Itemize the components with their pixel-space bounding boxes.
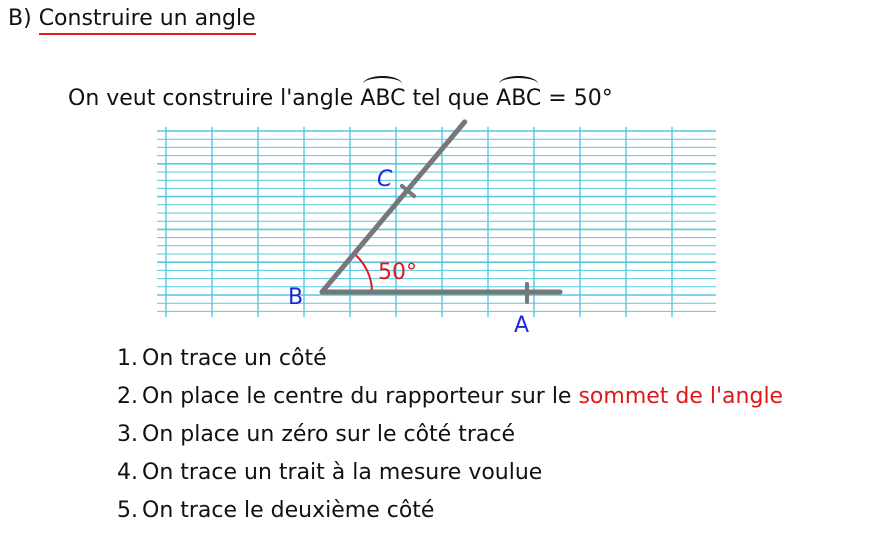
- vertex-label-b: B: [288, 285, 304, 310]
- intro-middle: tel que: [405, 86, 497, 111]
- section-title-text: Construire un angle: [39, 6, 256, 35]
- highlighted-term: sommet de l'angle: [578, 384, 784, 409]
- angle-measure-label: 50°: [378, 260, 417, 285]
- point-label-c: C: [377, 167, 393, 192]
- steps-list: [117, 340, 783, 530]
- intro-before: On veut construire l'angle: [68, 86, 361, 111]
- step-item: 5. On trace le deuxième côté: [117, 498, 435, 523]
- section-marker: B): [8, 6, 32, 31]
- point-label-a: A: [514, 313, 530, 338]
- angle-arc: [354, 254, 372, 292]
- intro-after: = 50°: [541, 86, 613, 111]
- step-item: 1. On trace un côté: [117, 346, 327, 371]
- step-item: 2. On place le centre du rapporteur sur le sommet de l'angle: [117, 384, 784, 409]
- step-item: 4. On trace un trait à la mesure voulue: [117, 460, 543, 485]
- angle-name: ABC: [360, 86, 406, 111]
- step-item: 3. On place un zéro sur le côté tracé: [117, 422, 515, 447]
- angle-name-repeat: ABC: [496, 86, 542, 111]
